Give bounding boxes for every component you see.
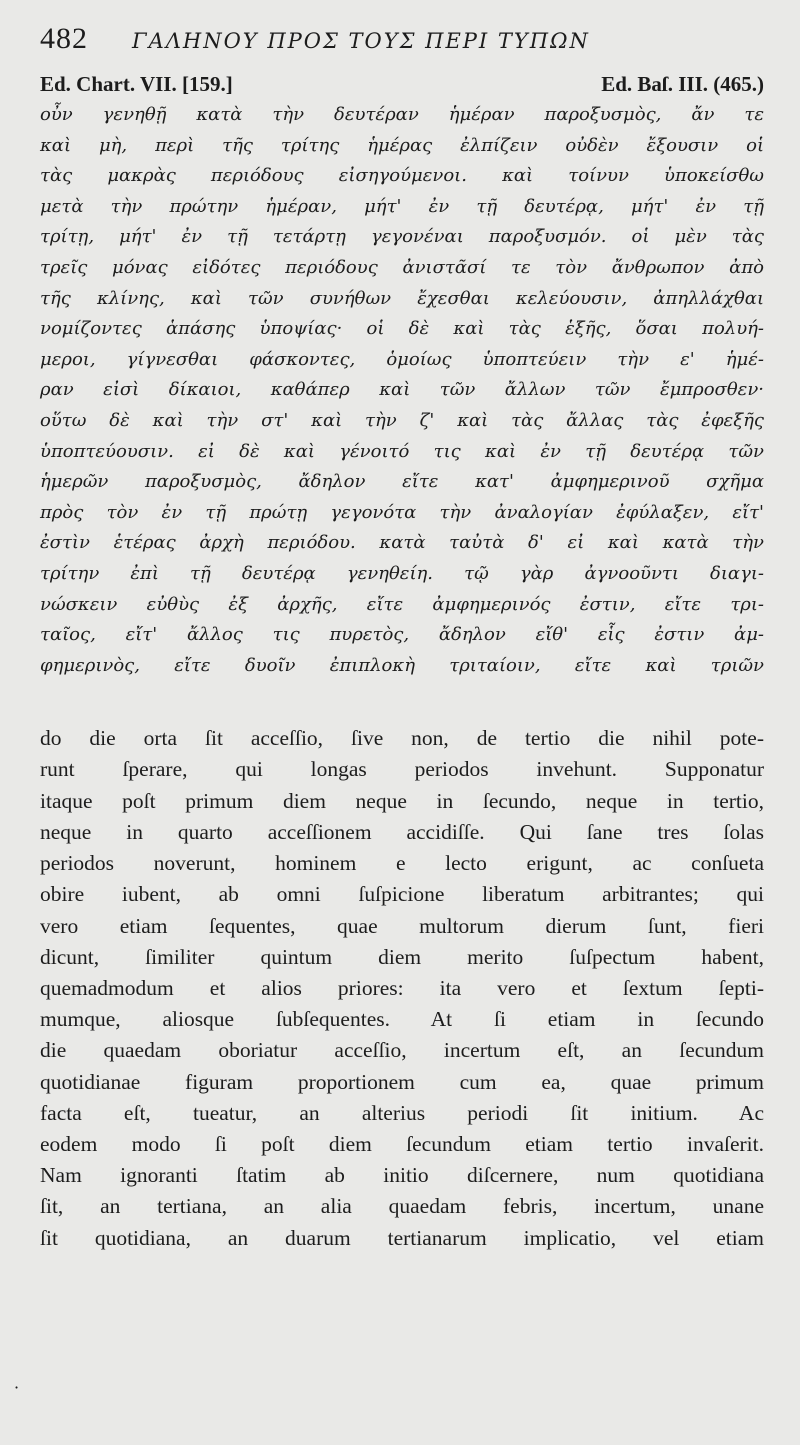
edition-references xyxy=(40,66,764,98)
latin-text-line: quotidianae figuram proportionem cum ea, quae primum xyxy=(40,1069,764,1094)
running-title: ΓΑΛΗΝΟΥ ΠΡΟΣ ΤΟΥΣ ΠΕΡΙ ΤΥΠΩΝ xyxy=(132,29,590,53)
page-number: 482 xyxy=(40,22,88,55)
edition-basel-ref: Ed. Baſ. III. (465.) xyxy=(601,72,764,96)
margin-mark: · xyxy=(14,1378,20,1397)
latin-text-line: do die orta ſit acceſſio, ſive non, de tertio die nihil pote- xyxy=(40,726,764,751)
latin-text-line: facta eſt, tueatur, an alterius periodi ſit initium. Ac xyxy=(40,1100,764,1125)
greek-text-line: νώσκειν εὐθὺς ἐξ ἀρχῆς, εἴτε ἀμφημερινός ἐστιν, εἴτε τρι- xyxy=(40,593,764,615)
latin-text-line: ſit, an tertiana, an alia quaedam febris, incertum, unane xyxy=(40,1194,764,1219)
greek-text-line: καὶ μὴ, περὶ τῆς τρίτης ἡμέρας ἐλπίζειν οὐδὲν ἔξουσιν οἱ xyxy=(40,134,764,156)
running-head xyxy=(40,22,764,66)
greek-text-line: μετὰ τὴν πρώτην ἡμέραν, μήτ' ἐν τῇ δευτέρᾳ, μήτ' ἐν τῇ xyxy=(40,195,764,217)
greek-text-line: πρὸς τὸν ἐν τῇ πρώτῃ γεγονότα τὴν ἀναλογίαν ἐφύλαξεν, εἴτ' xyxy=(40,501,764,523)
greek-text-line: τῆς κλίνης, καὶ τῶν συνήθων ἔχεσθαι κελεύουσιν, ἀπηλλάχθαι xyxy=(40,287,764,309)
latin-text-line: itaque poſt primum diem neque in ſecundo, neque in tertio, xyxy=(40,788,764,813)
edition-chart-ref: Ed. Chart. VII. [159.] xyxy=(40,72,233,96)
greek-text-line: ἐστὶν ἑτέρας ἀρχὴ περιόδου. κατὰ ταὐτὰ δ' εἰ καὶ κατὰ τὴν xyxy=(40,532,764,554)
latin-text-line: die quaedam oboriatur acceſſio, incertum eſt, an ſecundum xyxy=(40,1038,764,1063)
latin-text-block xyxy=(40,723,764,1253)
greek-text-line: ραν εἰσὶ δίκαιοι, καθάπερ καὶ τῶν ἄλλων τῶν ἔμπροσθεν· xyxy=(40,379,764,401)
latin-text-line: runt ſperare, qui longas periodos invehunt. Supponatur xyxy=(40,757,764,782)
greek-text-line: οὕτω δὲ καὶ τὴν στ' καὶ τὴν ζ' καὶ τὰς ἄλλας τὰς ἐφεξῆς xyxy=(40,409,764,431)
latin-text-line: dicunt, ſimiliter quintum diem merito ſuſpectum habent, xyxy=(40,944,764,969)
greek-text-line: τρεῖς μόνας εἰδότες περιόδους ἀνιστᾶσί τε τὸν ἄνθρωπον ἀπὸ xyxy=(40,256,764,278)
latin-text-line: neque in quarto acceſſionem accidiſſe. Qui ſane tres ſolas xyxy=(40,819,764,844)
greek-text-line: τρίτῃ, μήτ' ἐν τῇ τετάρτῃ γεγονέναι παροξυσμόν. οἱ μὲν τὰς xyxy=(40,226,764,248)
latin-text-line: periodos noverunt, hominem e lecto erigunt, ac conſueta xyxy=(40,851,764,876)
latin-text-line: eodem modo ſi poſt diem ſecundum etiam tertio invaſerit. xyxy=(40,1131,764,1156)
greek-text-line: ὑποπτεύουσιν. εἰ δὲ καὶ γένοιτό τις καὶ ἐν τῇ δευτέρᾳ τῶν xyxy=(40,440,764,462)
greek-text-line: φημερινὸς, εἴτε δυοῖν ἐπιπλοκὴ τριταίοιν, εἴτε καὶ τριῶν xyxy=(40,654,764,676)
latin-text-line: vero etiam ſequentes, quae multorum dierum ſunt, fieri xyxy=(40,913,764,938)
greek-text-line: τρίτην ἐπὶ τῇ δευτέρᾳ γενηθείη. τῷ γὰρ ἀγνοοῦντι διαγι- xyxy=(40,562,764,584)
greek-text-line: τὰς μακρὰς περιόδους εἰσηγούμενοι. καὶ τοίνυν ὑποκείσθω xyxy=(40,165,764,187)
greek-text-line: νομίζοντες ἁπάσης ὑποψίας· οἱ δὲ καὶ τὰς ἑξῆς, ὅσαι πολυή- xyxy=(40,318,764,340)
latin-text-line: obire iubent, ab omni ſuſpicione liberatum arbitrantes; qui xyxy=(40,882,764,907)
greek-text-line: ἡμερῶν παροξυσμὸς, ἄδηλον εἴτε κατ' ἀμφημερινοῦ σχῆμα xyxy=(40,471,764,493)
greek-text-block xyxy=(40,100,764,681)
greek-text-line: μεροι, γίγνεσθαι φάσκοντες, ὁμοίως ὑποπτεύειν τὴν ε' ἡμέ- xyxy=(40,348,764,370)
latin-text-line: Nam ignoranti ſtatim ab initio diſcernere, num quotidiana xyxy=(40,1163,764,1188)
latin-text-line: quemadmodum et alios priores: ita vero et ſextum ſepti- xyxy=(40,975,764,1000)
latin-text-line: mumque, aliosque ſubſequentes. At ſi etiam in ſecundo xyxy=(40,1007,764,1032)
latin-text-line: ſit quotidiana, an duarum tertianarum implicatio, vel etiam xyxy=(40,1225,764,1250)
greek-text-line: ταῖος, εἴτ' ἄλλος τις πυρετὸς, ἄδηλον εἴθ' εἷς ἐστιν ἀμ- xyxy=(40,624,764,646)
greek-text-line: οὖν γενηθῇ κατὰ τὴν δευτέραν ἡμέραν παροξυσμὸς, ἄν τε xyxy=(40,104,764,125)
